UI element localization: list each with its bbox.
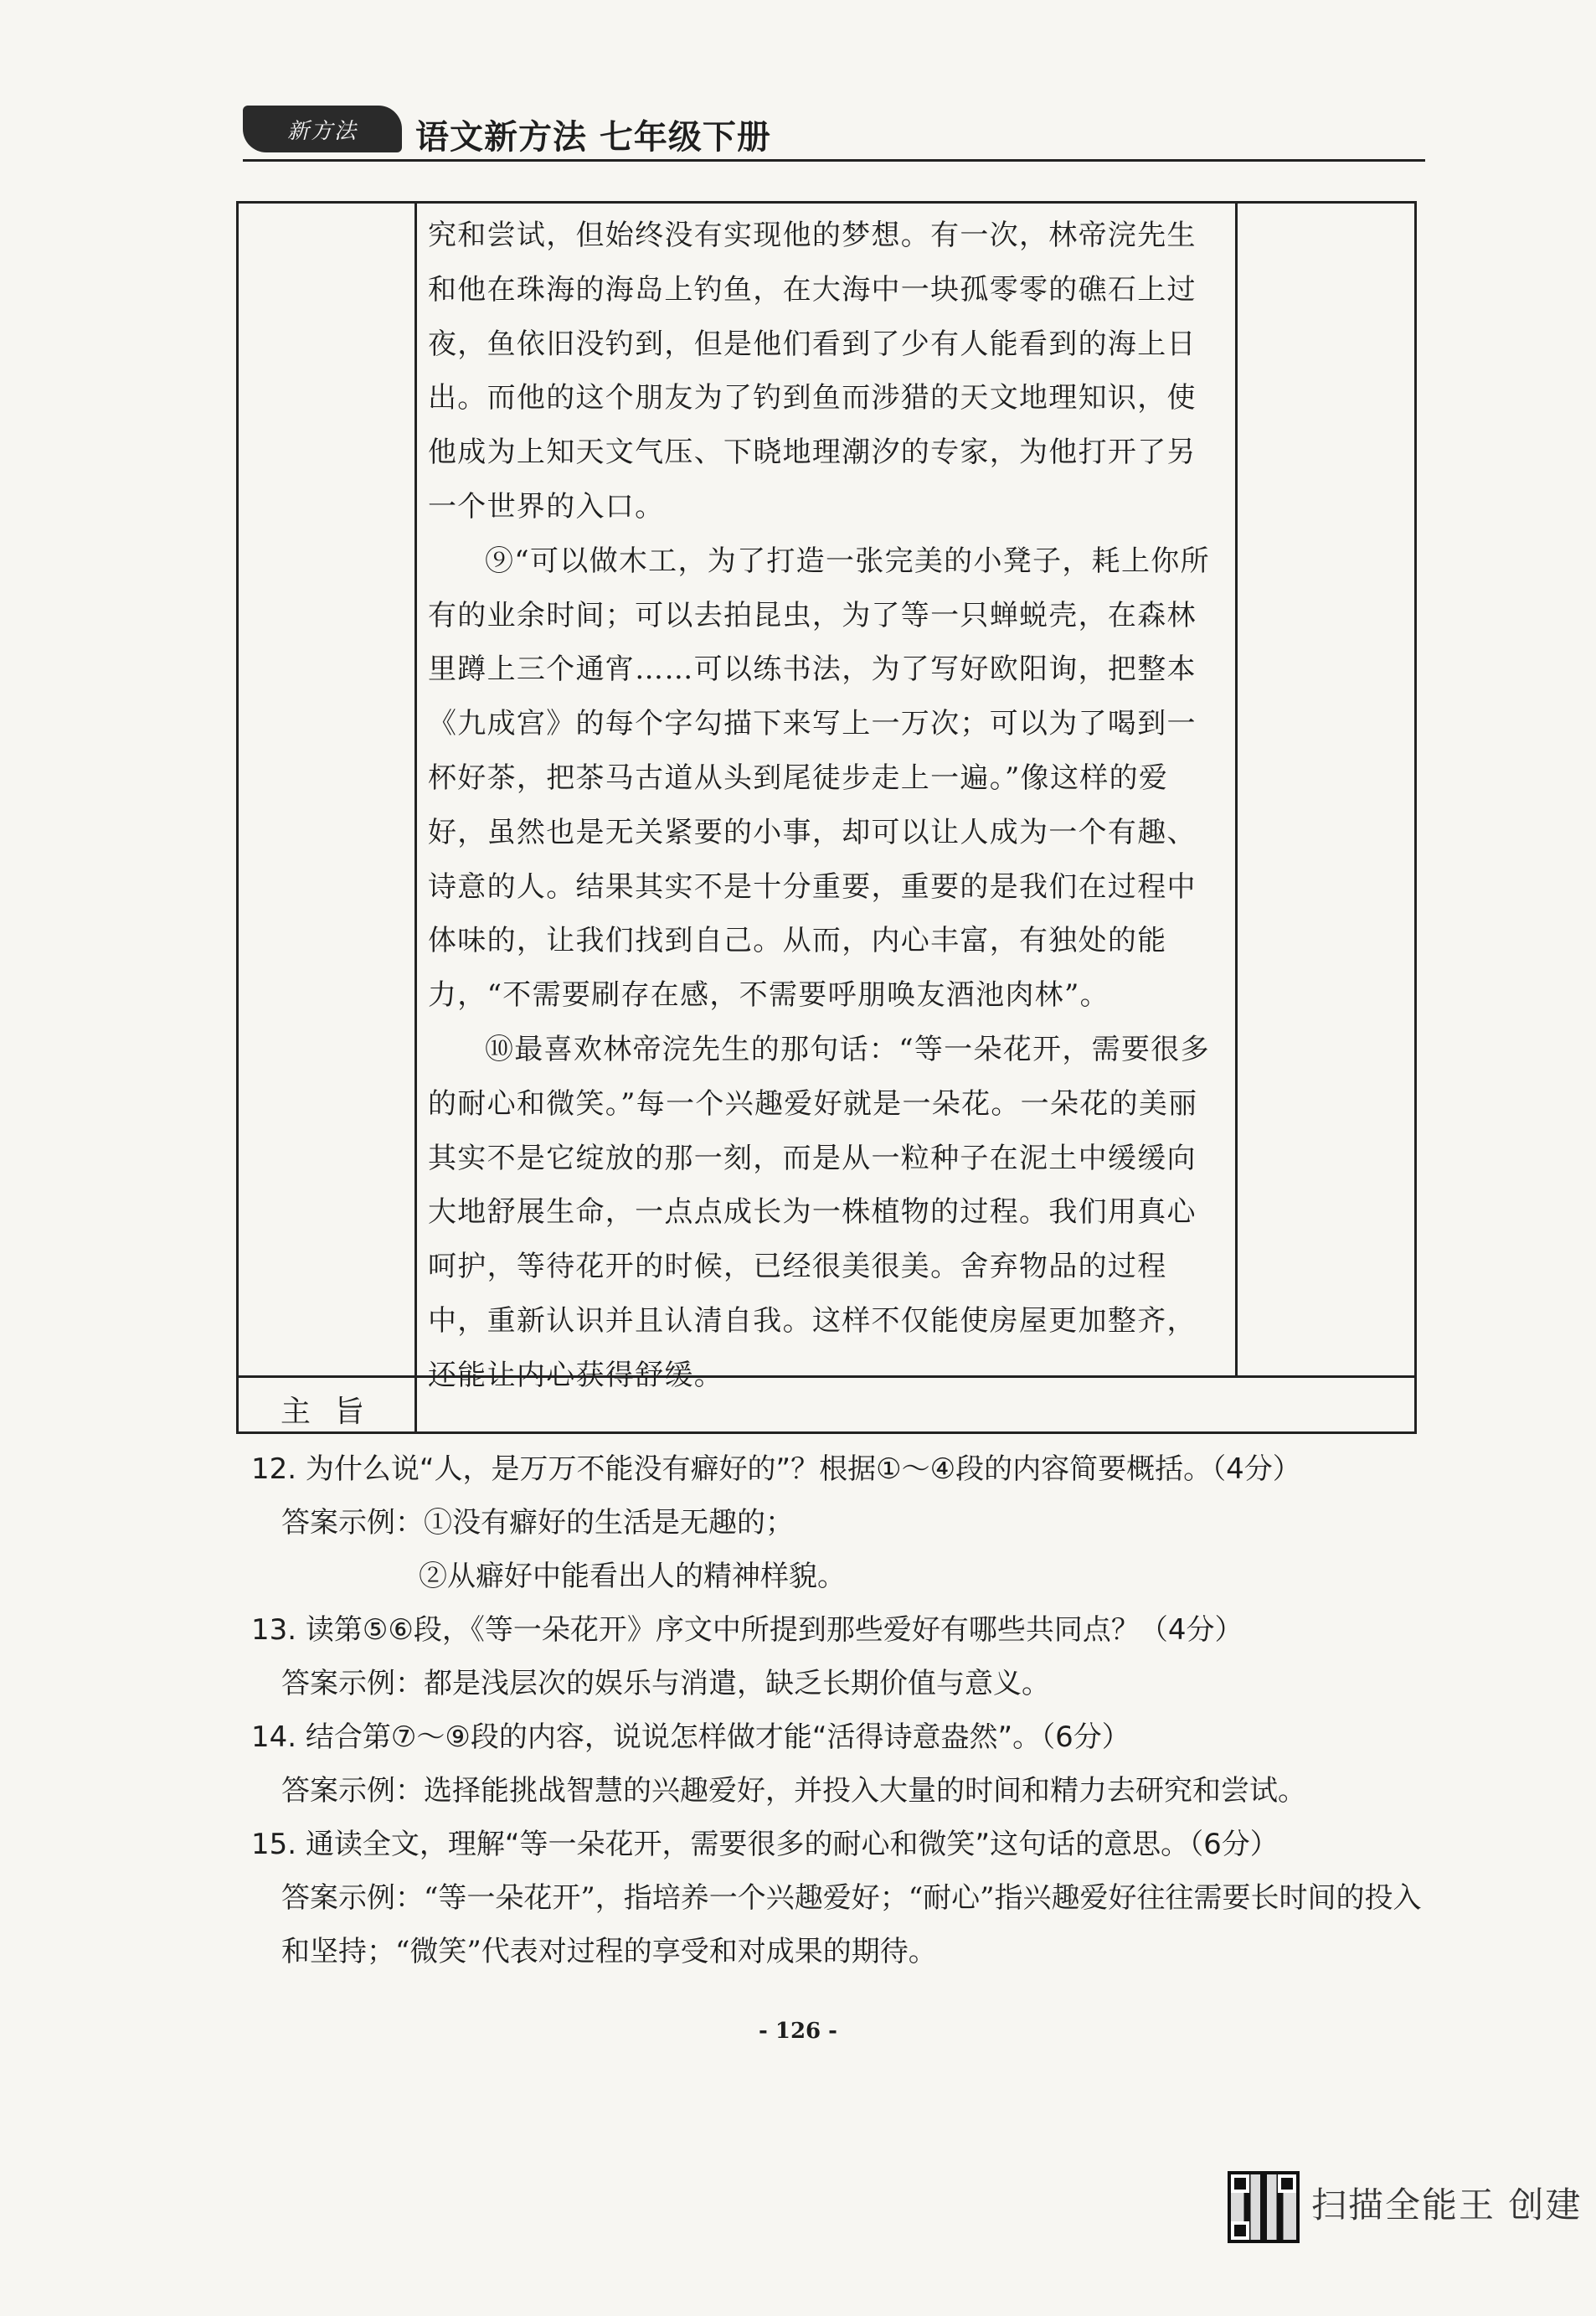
header-rule bbox=[243, 159, 1425, 162]
analysis-table bbox=[236, 201, 1417, 1434]
book-title: 语文新方法 七年级下册 bbox=[415, 118, 771, 157]
logo bbox=[243, 106, 402, 152]
passage-paragraph-9: ⑨“可以做木工，为了打造一张完美的小凳子，耗上你所有的业余时间；可以去拍昆虫，为了等一只蝉蜕壳，在森林里蹲上三个通宵……可以练书法，为了写好欧阳询，把整本《九成宫》的每个字勾描下来写上一万次；可以为了喝到一杯好茶，把茶马古道从头到尾徒步走上一遍。”像这样的爱好，虽然也是无关紧要的小事，却可以让人成为一个有趣、诗意的人。结果其实不是十分重要，重要的是我们在过程中体味的，让我们找到自己。从而，内心丰富，有独处的能力，“不需要刷存在感，不需要呼朋唤友酒池肉林”。 bbox=[428, 544, 1210, 1013]
page-number: - 126 - bbox=[759, 2019, 837, 2044]
qr-code-icon bbox=[1228, 2171, 1300, 2243]
answer-13: 答案示例：都是浅层次的娱乐与消遣，缺乏长期价值与意义。 bbox=[281, 1667, 1050, 1700]
passage-paragraph-10: ⑩最喜欢林帝浣先生的那句话：“等一朵花开，需要很多的耐心和微笑。”每一个兴趣爱好就是一朵花。一朵花的美丽其实不是它绽放的那一刻，而是从一粒种子在泥土中缓缓向大地舒展生命，一点点成长为一株植物的过程。我们用真心呵护，等待花开的时候，已经很美很美。舍弃物品的过程中，重新认识并且认清自我。这样不仅能使房屋更加整齐，还能让内心获得舒缓。 bbox=[428, 1032, 1210, 1392]
answer-14: 答案示例：选择能挑战智慧的兴趣爱好，并投入大量的时间和精力去研究和尝试。 bbox=[281, 1774, 1306, 1808]
question-14: 14. 结合第⑦～⑨段的内容，说说怎样做才能“活得诗意盎然”。（6分） bbox=[251, 1720, 1130, 1754]
table-divider-right bbox=[1235, 204, 1238, 1375]
answer-12-line-1: 答案示例：①没有癖好的生活是无趣的； bbox=[281, 1506, 794, 1540]
scanner-watermark-text: 扫描全能王 创建 bbox=[1311, 2184, 1583, 2226]
passage-paragraph: 究和尝试，但始终没有实现他的梦想。有一次，林帝浣先生和他在珠海的海岛上钓鱼，在大海中一块孤零零的礁石上过夜，鱼依旧没钓到，但是他们看到了少有人能看到的海上日出。而他的这个朋友为了钓到鱼而涉猎的天文地理知识，使他成为上知天文气压、下晓地理潮汐的专家，为他打开了另一个世界的入口。 bbox=[428, 219, 1197, 524]
question-15: 15. 通读全文，理解“等一朵花开，需要很多的耐心和微笑”这句话的意思。（6分） bbox=[251, 1828, 1279, 1861]
answer-12-line-2: ②从癖好中能看出人的精神样貌。 bbox=[419, 1560, 846, 1593]
table-divider-left bbox=[414, 204, 417, 1431]
passage-text bbox=[428, 209, 1222, 1403]
theme-label: 主旨 bbox=[281, 1395, 389, 1429]
logo-text: 新方法 bbox=[286, 118, 358, 144]
answer-15: 答案示例：“等一朵花开”，指培养一个兴趣爱好；“耐心”指兴趣爱好往往需要长时间的投入和坚持；“微笑”代表对过程的享受和对成果的期待。 bbox=[281, 1881, 1422, 1968]
page-header bbox=[243, 99, 1424, 162]
question-12: 12. 为什么说“人，是万万不能没有癖好的”？根据①～④段的内容简要概括。（4分） bbox=[251, 1452, 1301, 1486]
question-13: 13. 读第⑤⑥段，《等一朵花开》序文中所提到那些爱好有哪些共同点？（4分） bbox=[251, 1613, 1243, 1647]
questions-section bbox=[251, 1442, 1424, 1978]
